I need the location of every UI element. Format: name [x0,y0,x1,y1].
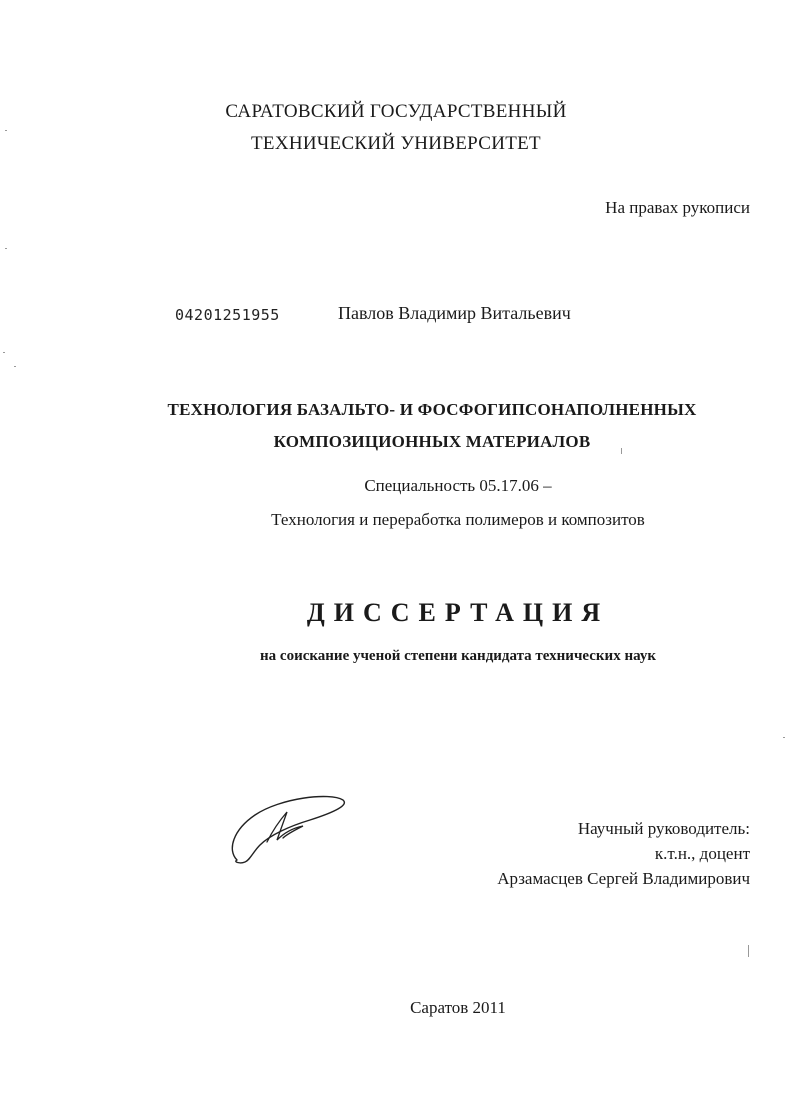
title-line-2: КОМПОЗИЦИОННЫХ МАТЕРИАЛОВ [273,432,591,451]
title-line-1: ТЕХНОЛОГИЯ БАЗАЛЬТО- И ФОСФОГИПСОНАПОЛНЕННЫХ [167,400,697,419]
author-name: Павлов Владимир Витальевич [338,303,571,323]
specialty-name: Технология и переработка полимеров и композитов [271,510,645,529]
university-line-2: ТЕХНИЧЕСКИЙ УНИВЕРСИТЕТ [251,133,541,154]
document-type-heading: ДИССЕРТАЦИЯ [306,598,610,627]
city-year: Саратов 2011 [410,998,506,1017]
dissertation-title [36,394,792,458]
university-name [70,96,722,160]
supervisor-label: Научный руководитель: [577,819,750,838]
university-line-1: САРАТОВСКИЙ ГОСУДАРСТВЕННЫЙ [225,101,567,122]
degree-line: на соискание ученой степени кандидата технических наук [260,648,656,664]
supervisor-block [497,816,750,891]
signature [225,790,350,865]
specialty-code: Специальность 05.17.06 – [364,476,552,495]
supervisor-rank: к.т.н., доцент [654,844,750,863]
document-code: 04201251955 [175,306,280,324]
manuscript-rights-note: На правах рукописи [605,198,750,217]
supervisor-name: Арзамасцев Сергей Владимирович [497,869,750,888]
specialty [62,469,792,537]
